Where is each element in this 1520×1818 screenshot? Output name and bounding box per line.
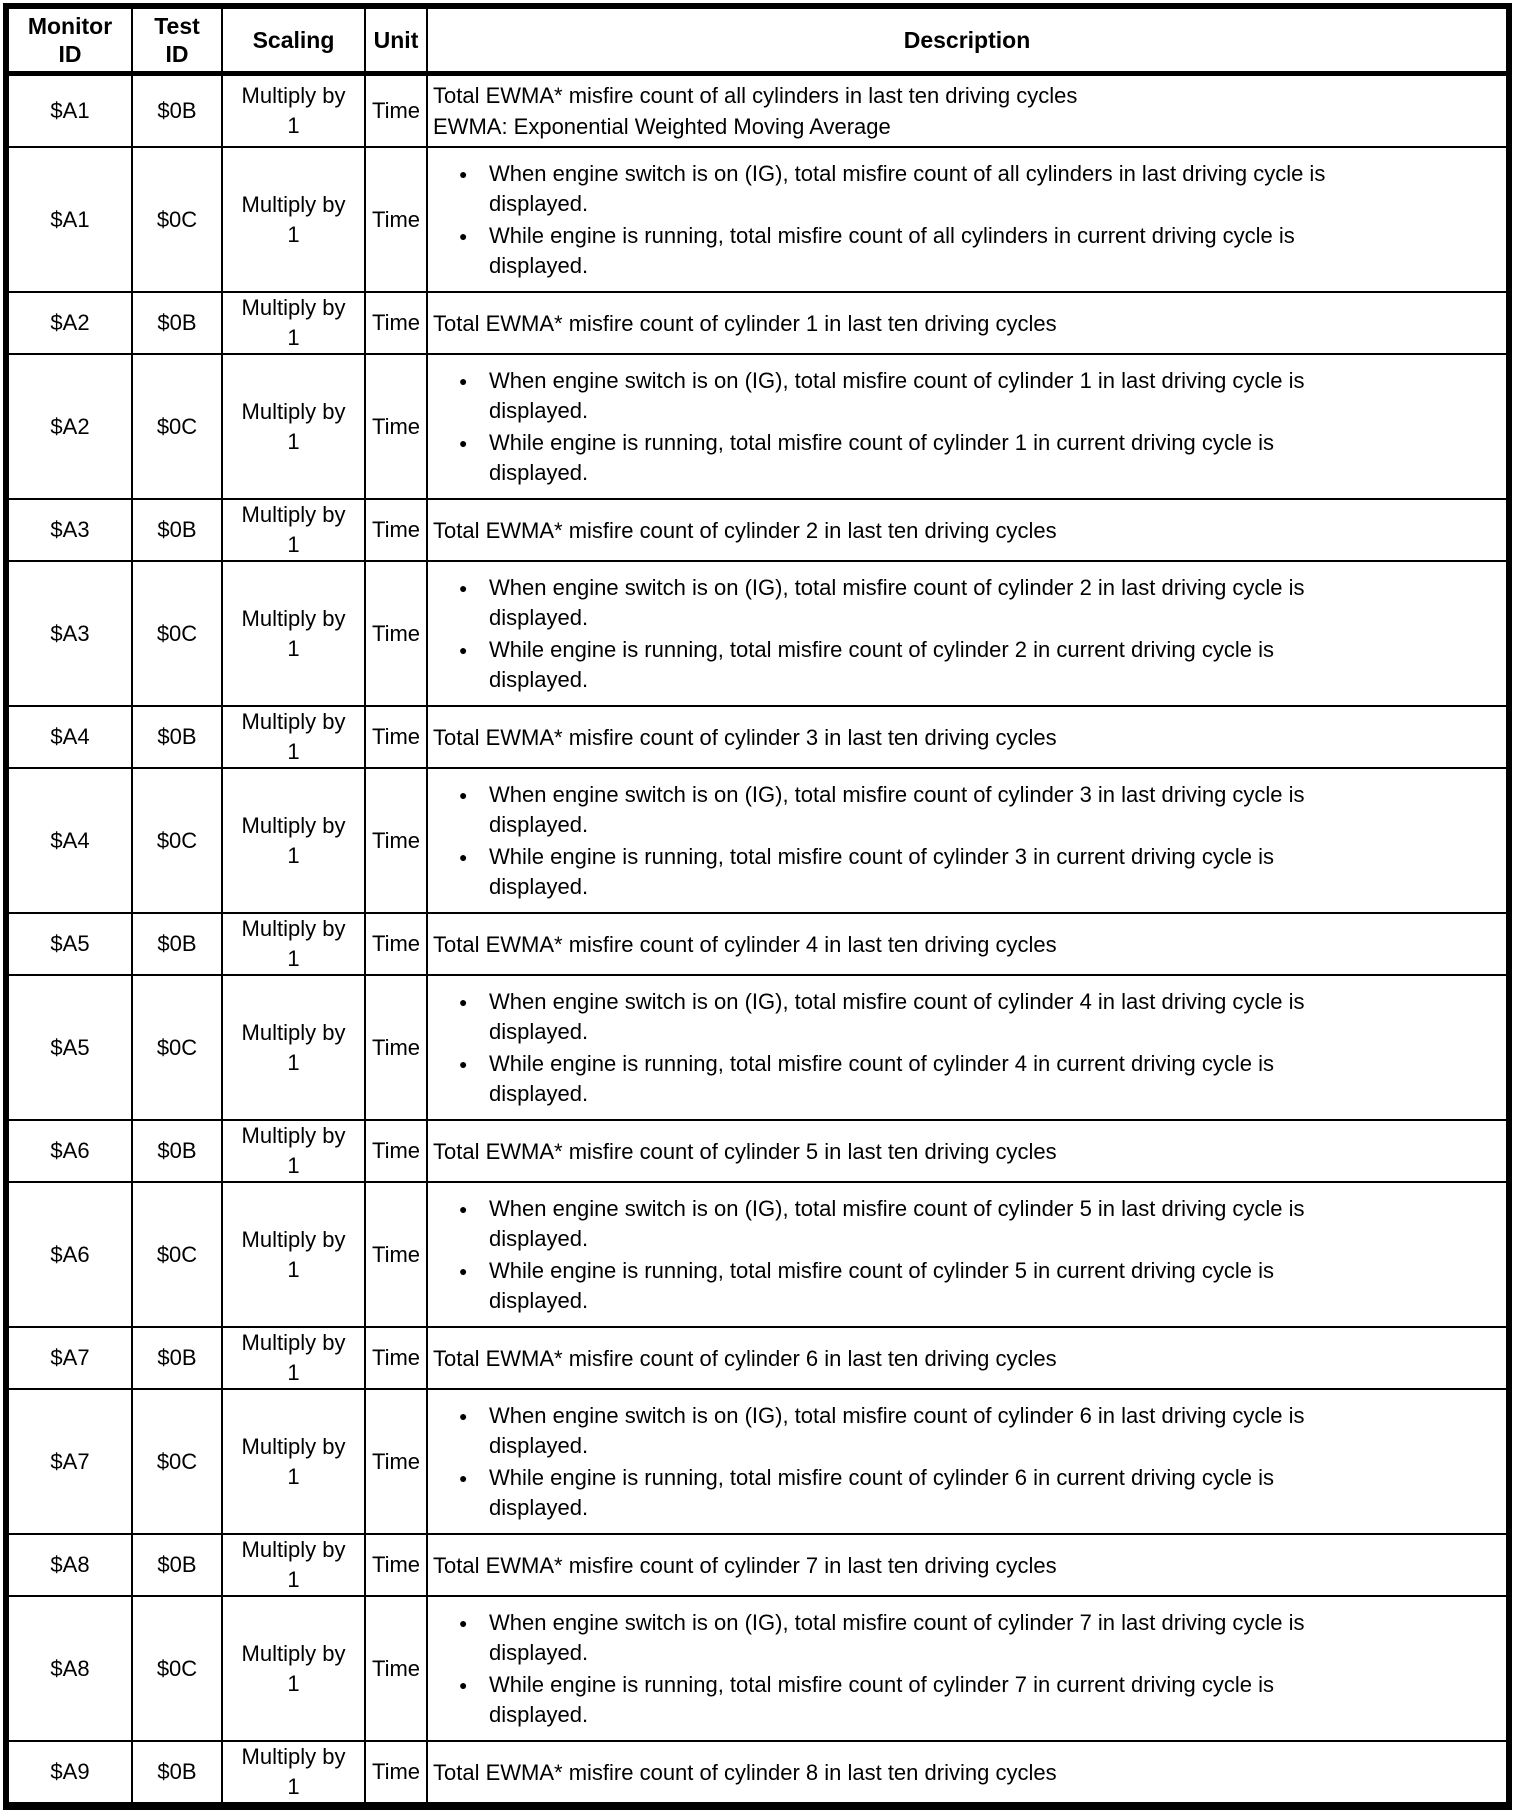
scaling-line: 1	[287, 113, 300, 138]
table-row	[6, 706, 1509, 768]
scaling-cell	[222, 913, 365, 975]
table-row	[6, 975, 1509, 1120]
description-cell	[427, 768, 1509, 913]
scaling-cell	[222, 1534, 365, 1596]
monitor-id-cell: $A2	[6, 354, 132, 499]
scaling-line: 1	[287, 1360, 300, 1385]
scaling-line: 1	[287, 1774, 300, 1799]
bullet-icon: ●	[459, 579, 468, 596]
test-id-cell: $0B	[132, 913, 222, 975]
bullet-icon: ●	[459, 1676, 468, 1693]
description-cell	[427, 1534, 1509, 1596]
bullet-item-text: While engine is running, total misfire count of all cylinders in current driving cycle is displayed.	[489, 222, 1295, 278]
scaling-line: 1	[287, 221, 300, 247]
scaling-cell	[222, 1389, 365, 1534]
bullet-item-text: While engine is running, total misfire count of cylinder 2 in current driving cycle is displayed.	[489, 636, 1275, 692]
column-header-label: ID	[165, 41, 189, 67]
test-id-cell: $0B	[132, 74, 222, 148]
scaling-cell	[222, 292, 365, 354]
scaling-cell	[222, 1182, 365, 1327]
bullet-list-item	[433, 1670, 1496, 1730]
scaling-line: Multiply by	[241, 1123, 346, 1148]
scaling-cell	[222, 74, 365, 148]
description-line: Total EWMA* misfire count of cylinder 8 in last ten driving cycles	[433, 1759, 1057, 1785]
unit-cell: Time	[365, 561, 427, 706]
bullet-list-item	[433, 1194, 1496, 1254]
monitor-id-cell: $A8	[6, 1596, 132, 1741]
unit-cell: Time	[365, 1741, 427, 1806]
test-id-cell: $0C	[132, 975, 222, 1120]
scaling-line: Multiply by	[241, 1744, 346, 1769]
monitor-id-cell: $A1	[6, 147, 132, 292]
scaling-line: Multiply by	[241, 605, 346, 631]
scaling-cell	[222, 561, 365, 706]
scaling-line: 1	[287, 1463, 300, 1489]
bullet-item-text: When engine switch is on (IG), total misfire count of cylinder 1 in last driving cycle is displayed.	[489, 367, 1305, 423]
description-cell	[427, 354, 1509, 499]
table-body	[6, 74, 1509, 1807]
scaling-cell	[222, 1596, 365, 1741]
scaling-line: Multiply by	[241, 1433, 346, 1459]
table-row	[6, 561, 1509, 706]
unit-cell: Time	[365, 1120, 427, 1182]
table-row	[6, 913, 1509, 975]
bullet-item-text: While engine is running, total misfire count of cylinder 5 in current driving cycle is displayed.	[489, 1257, 1275, 1313]
monitor-id-cell: $A3	[6, 499, 132, 561]
table-row	[6, 74, 1509, 148]
bullet-icon: ●	[459, 227, 468, 244]
description-cell	[427, 1182, 1509, 1327]
column-header-label: Test	[154, 13, 200, 39]
unit-cell: Time	[365, 1596, 427, 1741]
bullet-list-item	[433, 635, 1496, 695]
bullet-item-text: While engine is running, total misfire count of cylinder 7 in current driving cycle is displayed.	[489, 1671, 1275, 1727]
bullet-list-item	[433, 428, 1496, 488]
column-header-label: Description	[903, 27, 1031, 53]
bullet-list-item	[433, 1463, 1496, 1523]
bullet-list-item	[433, 221, 1496, 281]
monitor-id-cell: $A5	[6, 975, 132, 1120]
description-cell	[427, 292, 1509, 354]
scaling-cell	[222, 975, 365, 1120]
bullet-list-item	[433, 842, 1496, 902]
description-cell	[427, 1389, 1509, 1534]
description-cell	[427, 1120, 1509, 1182]
bullet-item-text: When engine switch is on (IG), total misfire count of cylinder 5 in last driving cycle is displayed.	[489, 1195, 1305, 1251]
bullet-icon: ●	[459, 1469, 468, 1486]
description-cell	[427, 975, 1509, 1120]
bullet-icon: ●	[459, 641, 468, 658]
test-id-cell: $0C	[132, 561, 222, 706]
description-cell	[427, 1596, 1509, 1741]
bullet-icon: ●	[459, 1055, 468, 1072]
scaling-line: 1	[287, 532, 300, 557]
table-row	[6, 1596, 1509, 1741]
monitor-id-cell: $A2	[6, 292, 132, 354]
description-cell	[427, 1741, 1509, 1806]
scaling-line: 1	[287, 739, 300, 764]
bullet-item-text: When engine switch is on (IG), total misfire count of cylinder 3 in last driving cycle is displayed.	[489, 781, 1305, 837]
scaling-line: 1	[287, 1567, 300, 1592]
description-line: Total EWMA* misfire count of cylinder 7 in last ten driving cycles	[433, 1552, 1057, 1578]
scaling-line: 1	[287, 635, 300, 661]
scaling-line: Multiply by	[241, 191, 346, 217]
monitor-id-cell: $A7	[6, 1389, 132, 1534]
table-row	[6, 1534, 1509, 1596]
monitor-id-cell: $A7	[6, 1327, 132, 1389]
table-row	[6, 1327, 1509, 1389]
unit-cell: Time	[365, 913, 427, 975]
scaling-line: 1	[287, 1153, 300, 1178]
bullet-item-text: When engine switch is on (IG), total misfire count of cylinder 6 in last driving cycle is displayed.	[489, 1402, 1305, 1458]
monitor-id-cell: $A6	[6, 1182, 132, 1327]
test-id-cell: $0C	[132, 354, 222, 499]
description-cell	[427, 499, 1509, 561]
table-row	[6, 768, 1509, 913]
column-header-description	[427, 6, 1509, 74]
scaling-cell	[222, 499, 365, 561]
column-header-scaling	[222, 6, 365, 74]
monitor-id-cell: $A4	[6, 706, 132, 768]
bullet-icon: ●	[459, 1614, 468, 1631]
column-header-label: ID	[58, 41, 82, 67]
scaling-line: Multiply by	[241, 916, 346, 941]
scaling-line: 1	[287, 1256, 300, 1282]
bullet-icon: ●	[459, 786, 468, 803]
scaling-cell	[222, 147, 365, 292]
column-header-label: Monitor	[27, 13, 113, 39]
bullet-icon: ●	[459, 1200, 468, 1217]
unit-cell: Time	[365, 74, 427, 148]
bullet-list-item	[433, 573, 1496, 633]
scaling-cell	[222, 706, 365, 768]
description-cell	[427, 561, 1509, 706]
scaling-line: Multiply by	[241, 709, 346, 734]
monitor-id-cell: $A5	[6, 913, 132, 975]
bullet-icon: ●	[459, 848, 468, 865]
scaling-line: Multiply by	[241, 812, 346, 838]
bullet-icon: ●	[459, 165, 468, 182]
test-id-cell: $0B	[132, 1741, 222, 1806]
bullet-icon: ●	[459, 372, 468, 389]
monitor-id-cell: $A9	[6, 1741, 132, 1806]
column-header-test-id	[132, 6, 222, 74]
scaling-line: Multiply by	[241, 83, 346, 108]
unit-cell: Time	[365, 975, 427, 1120]
unit-cell: Time	[365, 147, 427, 292]
scaling-line: 1	[287, 428, 300, 454]
bullet-item-text: When engine switch is on (IG), total misfire count of cylinder 7 in last driving cycle is displayed.	[489, 1609, 1305, 1665]
description-cell	[427, 147, 1509, 292]
table-row	[6, 499, 1509, 561]
table-header	[6, 6, 1509, 74]
bullet-list-item	[433, 1401, 1496, 1461]
scaling-cell	[222, 1741, 365, 1806]
scaling-line: 1	[287, 1049, 300, 1075]
test-id-cell: $0C	[132, 1182, 222, 1327]
description-cell	[427, 706, 1509, 768]
description-line: Total EWMA* misfire count of cylinder 4 in last ten driving cycles	[433, 931, 1057, 957]
scaling-line: Multiply by	[241, 295, 346, 320]
test-id-cell: $0C	[132, 1389, 222, 1534]
test-id-cell: $0B	[132, 499, 222, 561]
test-id-cell: $0B	[132, 1327, 222, 1389]
test-id-cell: $0C	[132, 768, 222, 913]
scaling-line: 1	[287, 946, 300, 971]
scaling-line: Multiply by	[241, 1537, 346, 1562]
scaling-line: 1	[287, 842, 300, 868]
scaling-line: Multiply by	[241, 502, 346, 527]
unit-cell: Time	[365, 768, 427, 913]
column-header-label: Unit	[373, 27, 419, 53]
bullet-list-item	[433, 1256, 1496, 1316]
description-line: Total EWMA* misfire count of cylinder 2 in last ten driving cycles	[433, 517, 1057, 543]
scaling-line: Multiply by	[241, 1640, 346, 1666]
table-row	[6, 292, 1509, 354]
table-row	[6, 1741, 1509, 1806]
bullet-item-text: While engine is running, total misfire count of cylinder 4 in current driving cycle is displayed.	[489, 1050, 1275, 1106]
description-line: Total EWMA* misfire count of cylinder 5 in last ten driving cycles	[433, 1138, 1057, 1164]
bullet-item-text: While engine is running, total misfire count of cylinder 1 in current driving cycle is displayed.	[489, 429, 1275, 485]
description-cell	[427, 74, 1509, 148]
scaling-cell	[222, 768, 365, 913]
description-line: Total EWMA* misfire count of cylinder 1 in last ten driving cycles	[433, 310, 1057, 336]
test-id-cell: $0B	[132, 706, 222, 768]
bullet-icon: ●	[459, 993, 468, 1010]
test-id-cell: $0B	[132, 1120, 222, 1182]
unit-cell: Time	[365, 1534, 427, 1596]
bullet-list-item	[433, 987, 1496, 1047]
bullet-icon: ●	[459, 1262, 468, 1279]
unit-cell: Time	[365, 1327, 427, 1389]
unit-cell: Time	[365, 1182, 427, 1327]
scaling-line: Multiply by	[241, 398, 346, 424]
bullet-item-text: When engine switch is on (IG), total misfire count of cylinder 2 in last driving cycle is displayed.	[489, 574, 1305, 630]
scaling-cell	[222, 1327, 365, 1389]
scaling-line: 1	[287, 1670, 300, 1696]
scaling-line: 1	[287, 325, 300, 350]
column-header-unit	[365, 6, 427, 74]
scaling-line: Multiply by	[241, 1226, 346, 1252]
monitor-id-cell: $A1	[6, 74, 132, 148]
bullet-item-text: While engine is running, total misfire count of cylinder 3 in current driving cycle is displayed.	[489, 843, 1275, 899]
table-row	[6, 1182, 1509, 1327]
description-cell	[427, 913, 1509, 975]
scaling-cell	[222, 354, 365, 499]
monitor-id-cell: $A3	[6, 561, 132, 706]
unit-cell: Time	[365, 1389, 427, 1534]
bullet-item-text: While engine is running, total misfire count of cylinder 6 in current driving cycle is displayed.	[489, 1464, 1275, 1520]
bullet-item-text: When engine switch is on (IG), total misfire count of cylinder 4 in last driving cycle is displayed.	[489, 988, 1305, 1044]
bullet-list-item	[433, 366, 1496, 426]
table-row	[6, 1389, 1509, 1534]
description-line: Total EWMA* misfire count of cylinder 3 in last ten driving cycles	[433, 724, 1057, 750]
bullet-icon: ●	[459, 434, 468, 451]
scaling-cell	[222, 1120, 365, 1182]
header-row	[6, 6, 1509, 74]
description-cell	[427, 1327, 1509, 1389]
scaling-line: Multiply by	[241, 1330, 346, 1355]
unit-cell: Time	[365, 354, 427, 499]
table-row	[6, 354, 1509, 499]
description-line: EWMA: Exponential Weighted Moving Average	[433, 114, 891, 139]
monitor-id-cell: $A4	[6, 768, 132, 913]
bullet-list-item	[433, 159, 1496, 219]
bullet-icon: ●	[459, 1407, 468, 1424]
description-line: Total EWMA* misfire count of cylinder 6 in last ten driving cycles	[433, 1345, 1057, 1371]
monitor-id-cell: $A6	[6, 1120, 132, 1182]
column-header-monitor-id	[6, 6, 132, 74]
table-row	[6, 147, 1509, 292]
bullet-item-text: When engine switch is on (IG), total misfire count of all cylinders in last driving cycle is displayed.	[489, 160, 1326, 216]
monitor-id-cell: $A8	[6, 1534, 132, 1596]
test-id-cell: $0C	[132, 1596, 222, 1741]
test-id-cell: $0B	[132, 292, 222, 354]
description-line: Total EWMA* misfire count of all cylinders in last ten driving cycles	[433, 83, 1078, 108]
bullet-list-item	[433, 1608, 1496, 1668]
column-header-label: Scaling	[252, 27, 335, 53]
unit-cell: Time	[365, 499, 427, 561]
test-id-cell: $0B	[132, 1534, 222, 1596]
scaling-line: Multiply by	[241, 1019, 346, 1045]
test-id-cell: $0C	[132, 147, 222, 292]
table-row	[6, 1120, 1509, 1182]
bullet-list-item	[433, 780, 1496, 840]
unit-cell: Time	[365, 292, 427, 354]
bullet-list-item	[433, 1049, 1496, 1109]
parameter-table	[3, 3, 1512, 1810]
unit-cell: Time	[365, 706, 427, 768]
